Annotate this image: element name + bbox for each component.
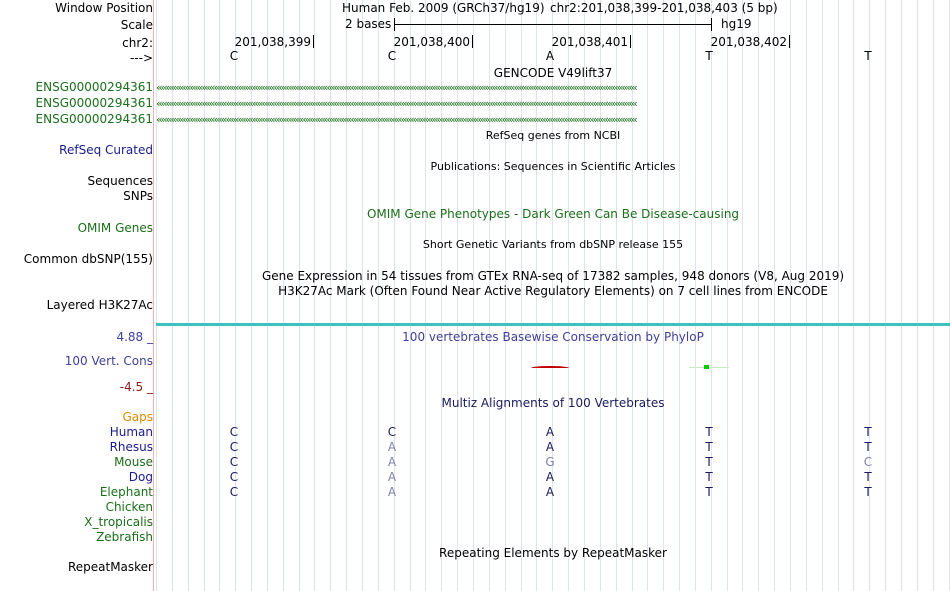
- reference-base: C: [387, 49, 397, 63]
- coordinates-readout: chr2:201,038,399-201,038,403 (5 bp): [550, 1, 778, 15]
- repeatmasker-title[interactable]: Repeating Elements by RepeatMasker: [439, 546, 667, 560]
- aligned-base: A: [545, 485, 555, 499]
- position-label: 201,038,399: [234, 35, 311, 49]
- label-divider: [153, 0, 154, 591]
- chrom-label: chr2:: [122, 36, 153, 50]
- scale-bar: [395, 24, 711, 25]
- aligned-base: T: [705, 425, 713, 439]
- scale-bar-text: 2 bases: [345, 17, 392, 31]
- gencode-gene-label[interactable]: ENSG00000294361: [35, 96, 153, 110]
- reference-base: T: [705, 49, 713, 63]
- phylop-negative-mark: [531, 366, 569, 370]
- phylop-positive-mark: [704, 365, 709, 369]
- aligned-base: T: [705, 440, 713, 454]
- h3k27ac-label[interactable]: Layered H3K27Ac: [46, 298, 153, 312]
- position-label: 201,038,400: [393, 35, 470, 49]
- scale-bar-left-cap: [394, 18, 395, 31]
- aligned-base: A: [387, 440, 397, 454]
- position-label: 201,038,402: [710, 35, 787, 49]
- omim-label[interactable]: OMIM Genes: [77, 221, 153, 235]
- aligned-base: T: [705, 485, 713, 499]
- dbsnp-label[interactable]: Common dbSNP(155): [23, 252, 153, 266]
- species-label[interactable]: Dog: [128, 470, 153, 484]
- publications-title[interactable]: Publications: Sequences in Scientific Articles: [430, 160, 676, 173]
- gencode-gene-label[interactable]: ENSG00000294361: [35, 80, 153, 94]
- aligned-base: T: [864, 470, 872, 484]
- position-label: 201,038,401: [551, 35, 628, 49]
- h3k27ac-title[interactable]: H3K27Ac Mark (Often Found Near Active Regulatory Elements) on 7 cell lines from ENCODE: [278, 284, 828, 298]
- refseq-title[interactable]: RefSeq genes from NCBI: [485, 129, 621, 142]
- aligned-base: C: [863, 455, 873, 469]
- gencode-gene-label[interactable]: ENSG00000294361: [35, 112, 153, 126]
- window-position-label: Window Position: [55, 1, 153, 15]
- aligned-base: A: [387, 455, 397, 469]
- phylop-max: 4.88 _: [116, 330, 153, 344]
- aligned-base: T: [864, 440, 872, 454]
- h3k27ac-signal[interactable]: [156, 323, 950, 326]
- phylop-baseline: [689, 367, 729, 368]
- species-label[interactable]: Mouse: [114, 455, 153, 469]
- aligned-base: C: [229, 425, 239, 439]
- scale-db: hg19: [721, 17, 752, 31]
- reference-base: A: [545, 49, 555, 63]
- sequences-label[interactable]: Sequences: [87, 174, 153, 188]
- aligned-base: A: [545, 425, 555, 439]
- aligned-base: A: [545, 470, 555, 484]
- reference-base: T: [864, 49, 872, 63]
- strand-label: --->: [129, 51, 153, 65]
- aligned-base: T: [705, 455, 713, 469]
- refseq-label[interactable]: RefSeq Curated: [59, 143, 153, 157]
- reference-base: C: [229, 49, 239, 63]
- species-label[interactable]: Chicken: [105, 500, 153, 514]
- aligned-base: C: [387, 425, 397, 439]
- aligned-base: C: [229, 485, 239, 499]
- phylop-title[interactable]: 100 vertebrates Basewise Conservation by PhyloP: [402, 330, 704, 344]
- position-tick: [313, 35, 314, 48]
- gencode-title[interactable]: GENCODE V49lift37: [493, 66, 613, 80]
- aligned-base: T: [864, 425, 872, 439]
- aligned-base: C: [229, 440, 239, 454]
- position-tick: [789, 35, 790, 48]
- multiz-title[interactable]: Multiz Alignments of 100 Vertebrates: [441, 396, 665, 410]
- aligned-base: T: [705, 470, 713, 484]
- species-label[interactable]: Elephant: [99, 485, 153, 499]
- assembly-title: Human Feb. 2009 (GRCh37/hg19): [342, 1, 545, 15]
- scale-bar-right-cap: [711, 18, 712, 31]
- gtex-title[interactable]: Gene Expression in 54 tissues from GTEx RNA-seq of 17382 samples, 948 donors (V8, Aug 2019): [261, 269, 845, 283]
- repeatmasker-label[interactable]: RepeatMasker: [67, 560, 153, 574]
- gencode-gene-arrows[interactable]: ‹‹‹‹‹‹‹‹‹‹‹‹‹‹‹‹‹‹‹‹‹‹‹‹‹‹‹‹‹‹‹‹‹‹‹‹‹‹‹‹‹‹‹‹‹‹‹‹‹‹‹‹‹‹‹‹‹‹‹‹‹‹‹‹‹‹‹‹‹‹‹‹‹‹‹‹‹‹‹‹‹‹‹‹‹‹‹‹‹‹‹‹‹‹‹‹‹‹‹‹‹‹‹‹‹‹‹‹‹‹‹‹‹‹‹‹‹‹‹‹‹‹‹‹‹‹‹‹‹‹‹‹‹‹‹‹‹‹‹‹‹‹‹‹‹‹‹‹‹‹‹‹‹‹‹‹‹‹‹‹‹‹‹‹‹‹‹‹‹‹‹‹‹‹‹‹‹‹‹‹‹‹‹‹‹‹‹‹‹‹‹‹‹‹‹‹‹‹‹‹: [156, 97, 636, 109]
- aligned-base: G: [545, 455, 555, 469]
- species-label[interactable]: Rhesus: [109, 440, 153, 454]
- gencode-gene-arrows[interactable]: ‹‹‹‹‹‹‹‹‹‹‹‹‹‹‹‹‹‹‹‹‹‹‹‹‹‹‹‹‹‹‹‹‹‹‹‹‹‹‹‹‹‹‹‹‹‹‹‹‹‹‹‹‹‹‹‹‹‹‹‹‹‹‹‹‹‹‹‹‹‹‹‹‹‹‹‹‹‹‹‹‹‹‹‹‹‹‹‹‹‹‹‹‹‹‹‹‹‹‹‹‹‹‹‹‹‹‹‹‹‹‹‹‹‹‹‹‹‹‹‹‹‹‹‹‹‹‹‹‹‹‹‹‹‹‹‹‹‹‹‹‹‹‹‹‹‹‹‹‹‹‹‹‹‹‹‹‹‹‹‹‹‹‹‹‹‹‹‹‹‹‹‹‹‹‹‹‹‹‹‹‹‹‹‹‹‹‹‹‹‹‹‹‹‹‹‹‹‹‹‹: [156, 81, 636, 93]
- dbsnp-title[interactable]: Short Genetic Variants from dbSNP release 155: [422, 238, 684, 251]
- position-tick: [472, 35, 473, 48]
- aligned-base: C: [229, 470, 239, 484]
- position-tick: [630, 35, 631, 48]
- aligned-base: A: [387, 485, 397, 499]
- snps-label[interactable]: SNPs: [123, 189, 153, 203]
- species-label[interactable]: Zebrafish: [96, 530, 153, 544]
- aligned-base: A: [545, 440, 555, 454]
- omim-title[interactable]: OMIM Gene Phenotypes - Dark Green Can Be Disease-causing: [366, 207, 740, 221]
- species-label[interactable]: Human: [109, 425, 153, 439]
- scale-label: Scale: [120, 18, 153, 32]
- aligned-base: C: [229, 455, 239, 469]
- aligned-base: A: [387, 470, 397, 484]
- aligned-base: T: [864, 485, 872, 499]
- cons-label[interactable]: 100 Vert. Cons: [64, 354, 153, 368]
- gaps-label[interactable]: Gaps: [122, 410, 153, 424]
- phylop-min: -4.5 _: [119, 380, 153, 394]
- gencode-gene-arrows[interactable]: ‹‹‹‹‹‹‹‹‹‹‹‹‹‹‹‹‹‹‹‹‹‹‹‹‹‹‹‹‹‹‹‹‹‹‹‹‹‹‹‹‹‹‹‹‹‹‹‹‹‹‹‹‹‹‹‹‹‹‹‹‹‹‹‹‹‹‹‹‹‹‹‹‹‹‹‹‹‹‹‹‹‹‹‹‹‹‹‹‹‹‹‹‹‹‹‹‹‹‹‹‹‹‹‹‹‹‹‹‹‹‹‹‹‹‹‹‹‹‹‹‹‹‹‹‹‹‹‹‹‹‹‹‹‹‹‹‹‹‹‹‹‹‹‹‹‹‹‹‹‹‹‹‹‹‹‹‹‹‹‹‹‹‹‹‹‹‹‹‹‹‹‹‹‹‹‹‹‹‹‹‹‹‹‹‹‹‹‹‹‹‹‹‹‹‹‹‹‹‹‹: [156, 113, 636, 125]
- species-label[interactable]: X_tropicalis: [84, 515, 153, 529]
